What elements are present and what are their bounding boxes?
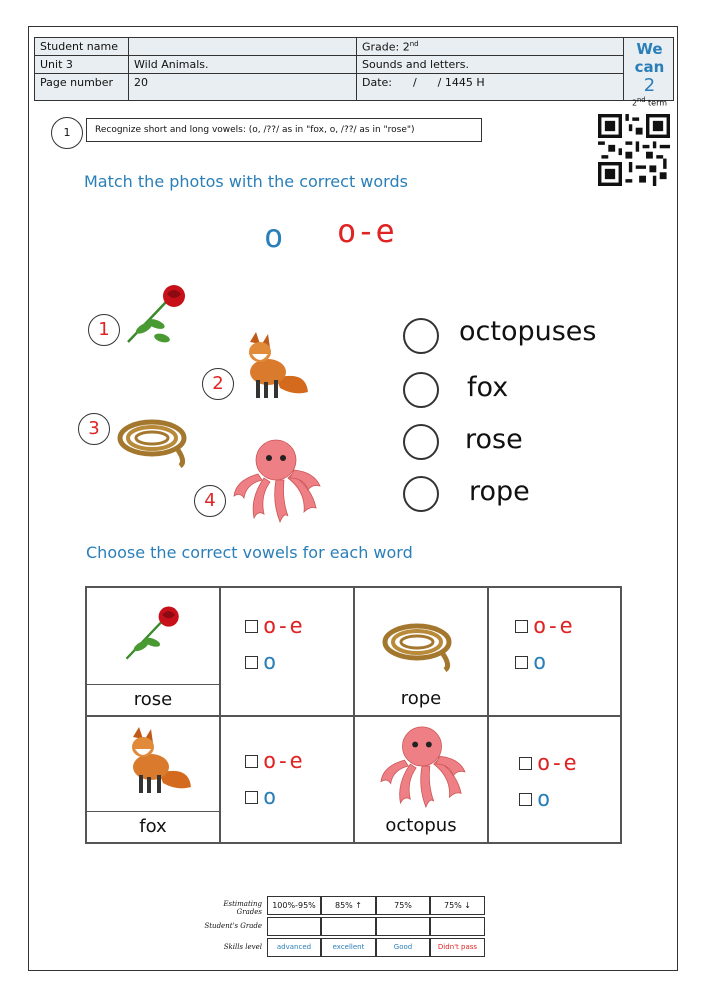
- skill-level-2: excellent: [321, 938, 376, 957]
- octopus-card-image: [377, 723, 467, 809]
- checkbox[interactable]: [245, 620, 258, 633]
- fox-card-image: [119, 725, 194, 797]
- card-options-rose: [220, 587, 354, 716]
- student-name-field[interactable]: [129, 38, 357, 56]
- page-number-value: 20: [129, 74, 357, 100]
- section1-title: Match the photos with the correct words: [84, 172, 408, 191]
- skill-level-3: Good: [376, 938, 430, 957]
- match-number-4: 4: [194, 485, 226, 517]
- card-rope: [354, 587, 488, 716]
- unit-label: Unit 3: [35, 56, 129, 74]
- grade-label: Grade: 2: [362, 40, 410, 54]
- student-grade-cell-2[interactable]: [321, 917, 376, 936]
- rope-card-image: [381, 616, 455, 672]
- match-number-3: 3: [78, 413, 110, 445]
- answer-circle-1[interactable]: [403, 318, 439, 354]
- option-octopus-oe[interactable]: o-e: [519, 751, 577, 776]
- brand-box: [624, 38, 675, 108]
- date-field: Date: / / 1445 H: [357, 74, 624, 100]
- student-grade-cell-4[interactable]: [430, 917, 485, 936]
- fox-image: [236, 330, 311, 402]
- card-rose: [86, 587, 220, 716]
- skill-value: Sounds and letters.: [357, 56, 624, 74]
- grade-range-3: 75%: [376, 896, 430, 915]
- card-options-fox: [220, 716, 354, 843]
- card-word-fox: fox: [87, 811, 219, 842]
- rope-image: [116, 412, 190, 468]
- card-word-rose: rose: [87, 684, 219, 715]
- card-fox: [86, 716, 220, 843]
- option-rose-oe[interactable]: o-e: [245, 614, 303, 639]
- answer-circle-2[interactable]: [403, 372, 439, 408]
- answer-circle-4[interactable]: [403, 476, 439, 512]
- vowel-short: o: [264, 217, 284, 255]
- estimate-row-label-1: Estimating Grades: [223, 900, 262, 916]
- checkbox[interactable]: [515, 656, 528, 669]
- grade-cell: [357, 38, 624, 56]
- vowel-long: o-e: [337, 212, 395, 250]
- skill-level-4: Didn't pass: [430, 938, 485, 957]
- unit-value: Wild Animals.: [129, 56, 357, 74]
- match-word-3: rose: [465, 424, 523, 455]
- option-rose-o[interactable]: o: [245, 650, 276, 675]
- rose-image: [122, 282, 194, 348]
- header-table: [34, 37, 674, 108]
- grade-range-1: 100%-95%: [267, 896, 321, 915]
- checkbox[interactable]: [515, 620, 528, 633]
- option-fox-o[interactable]: o: [245, 785, 276, 810]
- skill-level-1: advanced: [267, 938, 321, 957]
- option-rope-o[interactable]: o: [515, 650, 546, 675]
- octopus-image: [230, 436, 322, 524]
- checkbox[interactable]: [519, 757, 532, 770]
- objective-number: 1: [51, 117, 83, 149]
- student-grade-cell-1[interactable]: [267, 917, 321, 936]
- grade-range-4: 75% ↓: [430, 896, 485, 915]
- match-word-4: rope: [469, 476, 530, 507]
- estimate-row-label-2: Student's Grade: [204, 922, 262, 930]
- match-word-2: fox: [467, 372, 509, 403]
- option-fox-oe[interactable]: o-e: [245, 749, 303, 774]
- brand-line2: 2: [643, 75, 656, 96]
- match-word-1: octopuses: [459, 316, 597, 347]
- student-name-label: Student name: [35, 38, 129, 56]
- qr-code-icon: [598, 114, 670, 186]
- objective-text: Recognize short and long vowels: (o, /??/ as in "fox, o, /??/ as in "rose"): [86, 118, 482, 142]
- option-octopus-o[interactable]: o: [519, 787, 550, 812]
- estimate-row-label-3: Skills level: [223, 943, 262, 951]
- rose-card-image: [121, 602, 187, 666]
- vowel-choice-grid: [85, 586, 622, 844]
- match-number-1: 1: [88, 314, 120, 346]
- option-rope-oe[interactable]: o-e: [515, 614, 573, 639]
- page-number-label: Page number: [35, 74, 129, 100]
- answer-circle-3[interactable]: [403, 424, 439, 460]
- student-grade-cell-3[interactable]: [376, 917, 430, 936]
- term-label: 2nd term: [631, 96, 668, 108]
- checkbox[interactable]: [245, 656, 258, 669]
- brand-line1: We can: [634, 40, 665, 76]
- card-word-rope: rope: [400, 688, 442, 709]
- checkbox[interactable]: [519, 793, 532, 806]
- grade-sup: nd: [409, 40, 419, 48]
- grade-range-2: 85% ↑: [321, 896, 376, 915]
- card-options-octopus: [488, 716, 621, 843]
- card-octopus: [354, 716, 488, 843]
- section2-title: Choose the correct vowels for each word: [86, 543, 413, 562]
- checkbox[interactable]: [245, 755, 258, 768]
- card-word-octopus: octopus: [385, 815, 457, 836]
- checkbox[interactable]: [245, 791, 258, 804]
- card-options-rope: [488, 587, 621, 716]
- match-number-2: 2: [202, 368, 234, 400]
